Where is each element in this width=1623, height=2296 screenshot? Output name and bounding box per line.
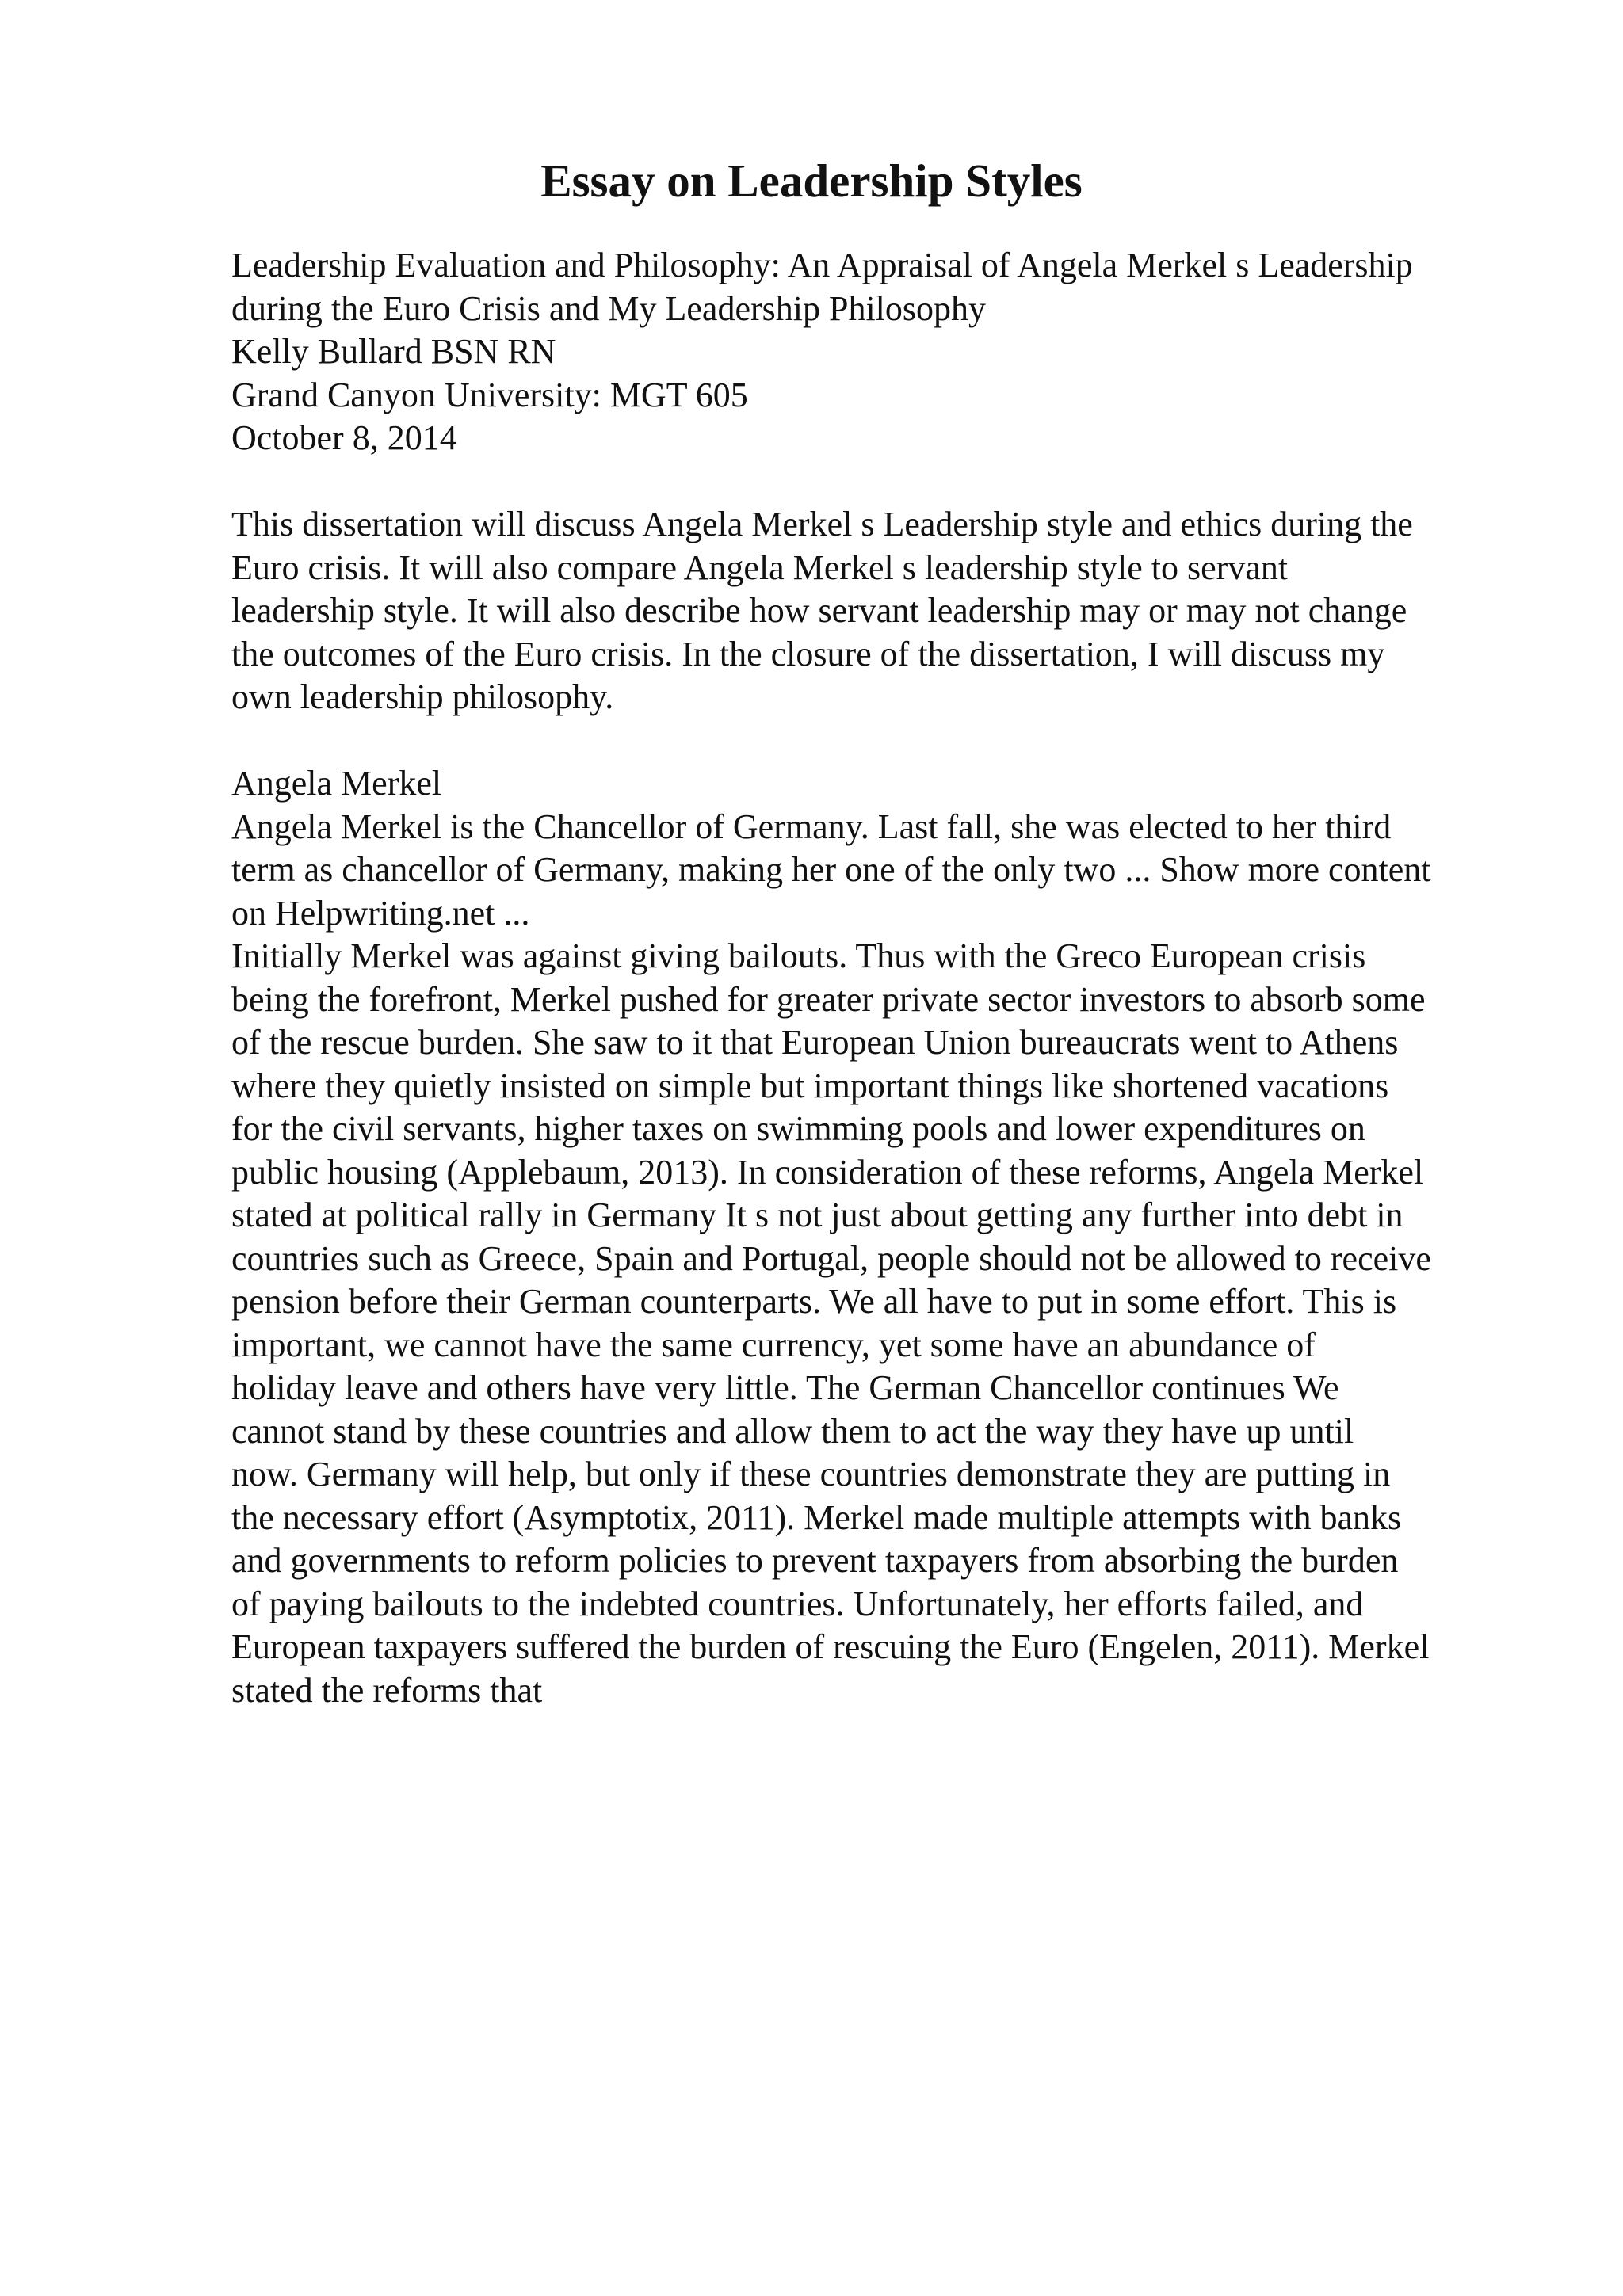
section-line: stated the reforms that xyxy=(231,1670,543,1710)
section-line: stated at political rally in Germany It s not just about getting any further into debt in xyxy=(231,1196,1403,1234)
intro-line: own leadership philosophy. xyxy=(231,677,614,716)
intro-line: This dissertation will discuss Angela Merkel s Leadership style and ethics during the xyxy=(231,505,1413,543)
header-block xyxy=(231,244,1515,460)
section-line: important, we cannot have the same currency, yet some have an abundance of xyxy=(231,1325,1316,1364)
section-paragraph xyxy=(231,806,1515,1713)
section-line: and governments to reform policies to prevent taxpayers from absorbing the burden xyxy=(231,1541,1399,1580)
section-line: now. Germany will help, but only if these countries demonstrate they are putting in xyxy=(231,1455,1391,1493)
author-line: Kelly Bullard BSN RN xyxy=(231,332,556,371)
header-line: during the Euro Crisis and My Leadership Philosophy xyxy=(231,288,987,328)
section-line: Angela Merkel is the Chancellor of Germany. Last fall, she was elected to her third xyxy=(231,807,1392,846)
header-line: Leadership Evaluation and Philosophy: An Appraisal of Angela Merkel s Leadership xyxy=(231,246,1413,284)
section-line: Initially Merkel was against giving bailouts. Thus with the Greco European crisis xyxy=(231,936,1366,975)
section-line: holiday leave and others have very little. The German Chancellor continues We xyxy=(231,1368,1339,1407)
intro-line: the outcomes of the Euro crisis. In the closure of the dissertation, I will discuss my xyxy=(231,634,1385,673)
intro-line: leadership style. It will also describe how servant leadership may or may not change xyxy=(231,591,1407,630)
section-line: the necessary effort (Asymptotix, 2011). Merkel made multiple attempts with banks xyxy=(231,1497,1402,1537)
paragraph-gap xyxy=(231,460,1515,504)
section-line: where they quietly insisted on simple but important things like shortened vacations xyxy=(231,1066,1389,1105)
section-line: European taxpayers suffered the burden of rescuing the Euro (Engelen, 2011). Merkel xyxy=(231,1627,1430,1666)
document-title: Essay on Leadership Styles xyxy=(540,154,1083,207)
section-line: for the civil servants, higher taxes on swimming pools and lower expenditures on xyxy=(231,1109,1365,1148)
section-line: of paying bailouts to the indebted countries. Unfortunately, her efforts failed, and xyxy=(231,1584,1364,1623)
date-line: October 8, 2014 xyxy=(231,418,457,457)
document-body xyxy=(231,244,1515,1712)
section-line: public housing (Applebaum, 2013). In consideration of these reforms, Angela Merkel xyxy=(231,1152,1424,1192)
intro-paragraph xyxy=(231,503,1515,719)
section-line: countries such as Greece, Spain and Portugal, people should not be allowed to receive xyxy=(231,1238,1431,1278)
intro-line: Euro crisis. It will also compare Angela Merkel s leadership style to servant xyxy=(231,547,1289,587)
section-line: being the forefront, Merkel pushed for greater private sector investors to absorb some xyxy=(231,979,1426,1019)
section-line: cannot stand by these countries and allow them to act the way they have up until xyxy=(231,1411,1354,1451)
paragraph-gap xyxy=(231,719,1515,763)
course-line: Grand Canyon University: MGT 605 xyxy=(231,375,748,414)
section-heading: Angela Merkel xyxy=(231,764,442,803)
section-line: on Helpwriting.net ... xyxy=(231,893,530,933)
section-line: of the rescue burden. She saw to it that European Union bureaucrats went to Athens xyxy=(231,1023,1399,1062)
section-line: term as chancellor of Germany, making her one of the only two ... Show more content xyxy=(231,850,1431,889)
section-line: pension before their German counterparts. We all have to put in some effort. This is xyxy=(231,1282,1397,1321)
